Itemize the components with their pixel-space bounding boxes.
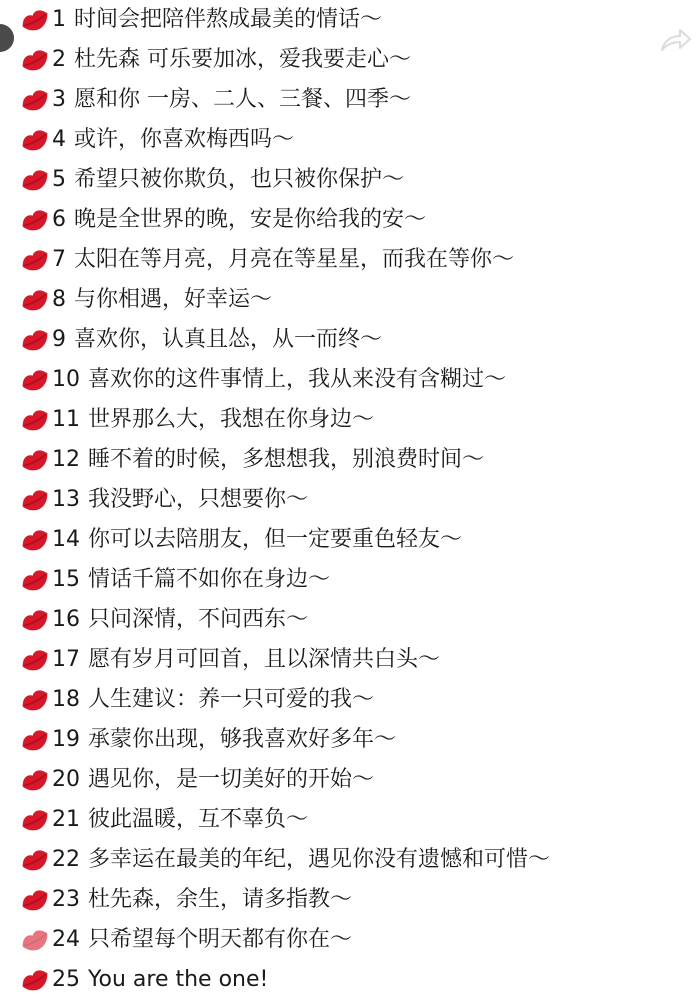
list-item: [0, 560, 700, 600]
list-item: [0, 760, 700, 800]
lips-icon: [17, 803, 54, 837]
item-text: 只问深情，不问西东～: [88, 607, 309, 632]
list-item: [0, 200, 700, 240]
item-text: 杜先森 可乐要加冰，爱我要走心～: [74, 47, 411, 72]
item-text: 只希望每个明天都有你在～: [88, 927, 353, 952]
item-text: 喜欢你的这件事情上，我从来没有含糊过～: [88, 367, 507, 392]
list-item: [0, 680, 700, 720]
lips-icon: [17, 763, 54, 797]
item-text: 希望只被你欺负，也只被你保护～: [74, 167, 405, 192]
lips-icon: [17, 163, 54, 197]
lips-icon: [17, 603, 54, 637]
lips-icon: [17, 723, 54, 757]
lips-icon: [17, 203, 54, 237]
lips-icon: [17, 523, 54, 557]
item-text: 睡不着的时候，多想想我，别浪费时间～: [88, 447, 485, 472]
item-number: 5: [52, 167, 66, 192]
lips-icon: [17, 283, 54, 317]
list-item: [0, 360, 700, 400]
list-item: [0, 440, 700, 480]
lips-icon: [17, 483, 54, 517]
lips-icon: [17, 443, 54, 477]
item-number: 17: [52, 647, 80, 672]
item-text: 愿有岁月可回首，且以深情共白头～: [88, 647, 441, 672]
item-text: 我没野心，只想要你～: [88, 487, 309, 512]
list-item: [0, 520, 700, 560]
item-number: 10: [52, 367, 80, 392]
item-text: 或许，你喜欢梅西吗～: [74, 127, 295, 152]
item-number: 3: [52, 87, 66, 112]
item-text: 彼此温暖，互不辜负～: [88, 807, 309, 832]
lips-icon: [17, 123, 54, 157]
lips-icon: [17, 43, 54, 77]
lips-icon: [17, 403, 54, 437]
item-text: 承蒙你出现，够我喜欢好多年～: [88, 727, 397, 752]
item-number: 6: [52, 207, 66, 232]
lips-icon: [17, 643, 54, 677]
item-text: 人生建议：养一只可爱的我～: [88, 687, 375, 712]
list-item: [0, 0, 700, 40]
item-number: 8: [52, 287, 66, 312]
list-item: [0, 320, 700, 360]
lips-icon: [17, 3, 54, 37]
list-item: [0, 840, 700, 880]
list-item: [0, 80, 700, 120]
lips-icon: [17, 883, 54, 917]
lips-icon: [17, 243, 54, 277]
item-number: 12: [52, 447, 80, 472]
list-item: [0, 480, 700, 520]
list-item: [0, 160, 700, 200]
item-text: 时间会把陪伴熬成最美的情话～: [74, 7, 383, 32]
list-item: [0, 800, 700, 840]
item-text: 太阳在等月亮，月亮在等星星，而我在等你～: [74, 247, 515, 272]
item-text: 杜先森，余生，请多指教～: [88, 887, 353, 912]
item-text: 喜欢你，认真且怂，从一而终～: [74, 327, 383, 352]
lips-icon: [17, 323, 54, 357]
item-text: 情话千篇不如你在身边～: [88, 567, 331, 592]
item-number: 13: [52, 487, 80, 512]
list-item: [0, 400, 700, 440]
item-number: 11: [52, 407, 80, 432]
item-number: 2: [52, 47, 66, 72]
item-number: 23: [52, 887, 80, 912]
lips-icon: [17, 923, 54, 957]
item-number: 15: [52, 567, 80, 592]
list-item: [0, 280, 700, 320]
list-item: [0, 640, 700, 680]
item-text: 多幸运在最美的年纪，遇见你没有遗憾和可惜～: [88, 847, 551, 872]
list-item: [0, 240, 700, 280]
item-number: 4: [52, 127, 66, 152]
item-text: 遇见你，是一切美好的开始～: [88, 767, 375, 792]
item-number: 24: [52, 927, 80, 952]
item-text: You are the one!: [88, 967, 269, 992]
list-item: [0, 920, 700, 960]
item-number: 25: [52, 967, 80, 992]
item-number: 9: [52, 327, 66, 352]
list-item: [0, 960, 700, 1000]
lips-icon: [17, 843, 54, 877]
item-number: 18: [52, 687, 80, 712]
list-item: [0, 40, 700, 80]
item-number: 20: [52, 767, 80, 792]
item-text: 你可以去陪朋友，但一定要重色轻友～: [88, 527, 463, 552]
item-number: 21: [52, 807, 80, 832]
item-number: 16: [52, 607, 80, 632]
item-number: 1: [52, 7, 66, 32]
list-item: [0, 600, 700, 640]
lips-icon: [17, 963, 54, 997]
item-text: 世界那么大，我想在你身边～: [88, 407, 375, 432]
item-number: 14: [52, 527, 80, 552]
item-number: 7: [52, 247, 66, 272]
item-number: 19: [52, 727, 80, 752]
item-text: 愿和你 一房、二人、三餐、四季～: [74, 87, 411, 112]
lips-icon: [17, 563, 54, 597]
list-item: [0, 120, 700, 160]
lips-icon: [17, 83, 54, 117]
list-item: [0, 880, 700, 920]
item-number: 22: [52, 847, 80, 872]
item-text: 与你相遇，好幸运～: [74, 287, 273, 312]
lips-icon: [17, 363, 54, 397]
item-text: 晚是全世界的晚，安是你给我的安～: [74, 207, 427, 232]
list-item: [0, 720, 700, 760]
lips-icon: [17, 683, 54, 717]
